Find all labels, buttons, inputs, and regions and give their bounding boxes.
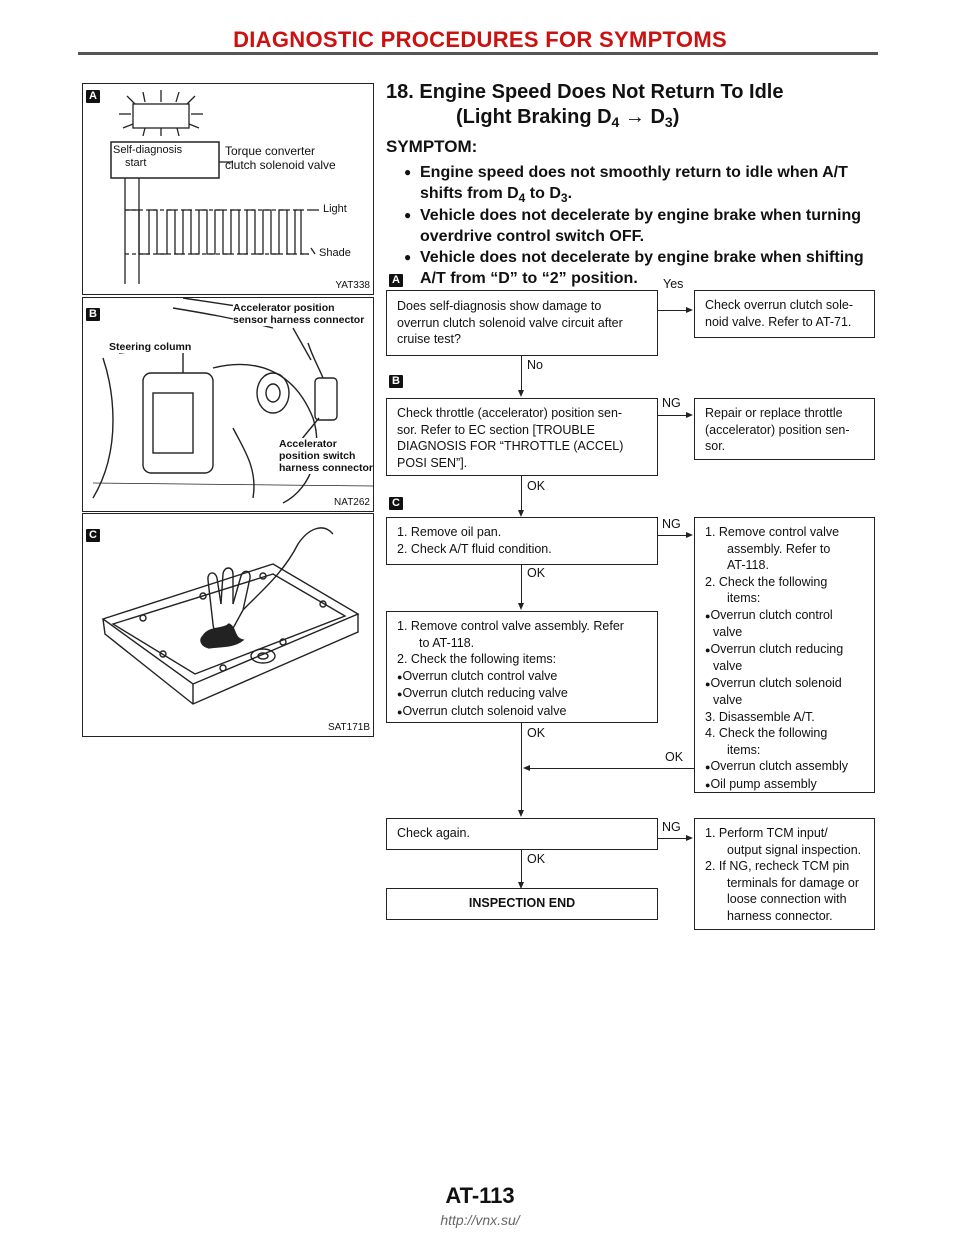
figure-b-label-apsw-3: harness connector (279, 462, 373, 474)
figure-a-code: YAT338 (335, 280, 370, 291)
flow-res3-line6: 3. Disassemble A/T. (705, 709, 815, 724)
section-title-line1: Engine Speed Does Not Return To Idle (419, 81, 784, 103)
flow-step-inspection-end (386, 888, 658, 920)
bullet-dot-icon: ● (705, 678, 711, 689)
bullet-dot-icon: ● (397, 671, 403, 682)
bullet-dot-icon: ● (705, 762, 711, 772)
flow-connector (521, 850, 522, 884)
flow-res3-item2a: Overrun clutch reducing (710, 641, 844, 656)
flow-res3-line8: items: (727, 742, 761, 757)
bullet-dot-icon: ● (397, 706, 403, 717)
flow-label-no: No (527, 358, 543, 372)
flow-box2-line2: sor. Refer to EC section [TROUBLE (397, 422, 595, 437)
figure-c-marker: C (86, 529, 100, 542)
section-title (386, 80, 906, 135)
flow-box4-line3: 2. Check the following items: (397, 652, 557, 666)
figure-b-marker: B (86, 308, 100, 321)
figure-b-label-aps-1: Accelerator position (233, 302, 335, 314)
section-title-line2-pre: (Light Braking D (456, 106, 612, 128)
flow-box1-line1: Does self-diagnosis show damage to (397, 299, 602, 313)
figure-b-label-apsw-2: position switch (279, 450, 356, 462)
flow-res4-line3: 2. If NG, recheck TCM pin (705, 859, 850, 873)
bullet-dot-icon: ● (705, 779, 711, 790)
section-title-line2-mid: D (644, 106, 665, 128)
flow-connector (521, 723, 522, 812)
flow-res4-line5: loose connection with (727, 892, 847, 906)
flow-arrow-right-icon (686, 835, 693, 841)
flow-box5-line1: Check again. (397, 826, 470, 840)
flow-connector (658, 310, 686, 311)
footer-link[interactable]: http://vnx.su/ (440, 1212, 520, 1228)
figure-a-label-start: start (125, 157, 147, 169)
flow-label-ng: NG (662, 517, 681, 531)
bullet-dot-icon: ● (404, 250, 412, 264)
flow-res4-line6: harness connector. (727, 908, 833, 923)
bullet-dot-icon: ● (705, 644, 711, 655)
flow-res4-line4: terminals for damage or (727, 875, 860, 890)
figure-b-code: NAT262 (334, 497, 370, 508)
flow-connector (521, 565, 522, 605)
flow-arrow-right-icon (686, 307, 693, 313)
flow-label-ok: OK (527, 566, 546, 580)
figure-a-drawing (83, 84, 373, 294)
symptom-bullet-3-line1: Vehicle does not decelerate by engine brake when shifting (420, 249, 864, 266)
flow-result-control-valve (694, 517, 875, 793)
symptom-bullet-1-line2-mid: to D (525, 185, 561, 202)
flow-res3-item1b: valve (713, 625, 743, 639)
flow-res3-item1a: Overrun clutch control (710, 607, 833, 622)
symptom-bullet-1-sub-a: 4 (518, 191, 526, 205)
flow-label-ok-return: OK (665, 750, 684, 764)
flow-connector (658, 535, 686, 536)
flow-arrow-right-icon (686, 412, 693, 418)
flow-result-repair-throttle (694, 398, 875, 460)
figure-b (82, 297, 374, 512)
flow-res3-item2b: valve (713, 659, 743, 673)
flow-box6-line1: INSPECTION END (468, 896, 576, 910)
figure-b-label-steering: Steering column (109, 341, 192, 353)
flow-res2-line2: (accelerator) position sen- (705, 422, 850, 437)
flow-result-overrun-solenoid (694, 290, 875, 338)
symptom-bullet-1-line2-post: . (567, 185, 573, 202)
section-title-line2-post: ) (672, 106, 680, 128)
figure-a-marker: A (86, 90, 100, 103)
flow-res4-line1: 1. Perform TCM input/ (705, 826, 828, 840)
flow-res3-item3a: Overrun clutch solenoid (710, 675, 842, 690)
flow-res2-line1: Repair or replace throttle (705, 406, 843, 420)
flow-label-ok: OK (527, 479, 546, 493)
symptom-bullet-1-line1: Engine speed does not smoothly return to idle when A/T (420, 164, 848, 181)
flow-res3-line5: items: (727, 591, 761, 605)
flow-res3-line2: assembly. Refer to (727, 541, 831, 556)
section-title-arrow: → (624, 106, 645, 128)
flow-label-ok: OK (527, 852, 546, 866)
section-number: 18. (386, 81, 414, 103)
flow-connector (521, 356, 522, 392)
flow-res2-line3: sor. (705, 439, 726, 453)
flow-res3-item5: Oil pump assembly (710, 776, 817, 791)
figure-c-code: SAT171B (327, 722, 370, 733)
flow-arrow-right-icon (686, 532, 693, 538)
bullet-dot-icon: ● (705, 610, 711, 621)
flow-res1-line2: noid valve. Refer to AT-71. (705, 314, 852, 329)
section-title-sub-3: 3 (664, 114, 673, 130)
symptom-bullet-2-line2: overdrive control switch OFF. (420, 228, 645, 245)
bullet-dot-icon: ● (397, 689, 403, 699)
bullet-dot-icon: ● (404, 165, 412, 179)
figure-b-label-apsw-1: Accelerator (279, 438, 337, 450)
symptom-bullet-3-line2: A/T from “D” to “2” position. (420, 270, 638, 287)
flow-step-check-again (386, 818, 658, 850)
flow-marker-c: C (389, 497, 403, 510)
figure-a-label-self-diag: Self-diagnosis (113, 144, 183, 156)
flow-res1-line1: Check overrun clutch sole- (705, 298, 853, 312)
flow-step-oil-pan (386, 517, 658, 565)
flow-res3-item4: Overrun clutch assembly (710, 759, 848, 773)
flow-connector (521, 476, 522, 512)
page-number: AT-113 (445, 1183, 515, 1208)
figure-a-label-torque: Torque converter (225, 144, 316, 158)
flow-label-ng: NG (662, 396, 681, 410)
flow-connector (530, 768, 694, 769)
symptom-bullet-1-sub-b: 3 (560, 191, 568, 205)
symptom-heading: SYMPTOM: (386, 137, 478, 156)
flow-arrow-down-icon (518, 810, 524, 817)
flow-box1-line3: cruise test? (397, 332, 461, 346)
flow-label-ng: NG (662, 820, 681, 834)
flow-res4-line2: output signal inspection. (727, 842, 862, 857)
flow-res3-line1: 1. Remove control valve (705, 525, 840, 539)
flow-arrow-down-icon (518, 510, 524, 517)
flow-label-ok: OK (527, 726, 546, 740)
symptom-bullet-1-line2-pre: shifts from D (420, 185, 519, 202)
flow-box4-item3: Overrun clutch solenoid valve (402, 703, 567, 718)
flow-connector (658, 838, 686, 839)
flow-box4-line1: 1. Remove control valve assembly. Refer (397, 619, 624, 633)
flow-box3-line1: 1. Remove oil pan. (397, 525, 502, 539)
figure-a-label-light: Light (323, 203, 347, 215)
flow-box1-line2: overrun clutch solenoid valve circuit after (397, 315, 623, 330)
symptom-bullet-2 (404, 205, 890, 247)
figure-b-drawing (83, 298, 373, 511)
section-title-sub-4: 4 (611, 114, 620, 130)
flow-res3-line3: AT-118. (727, 558, 769, 572)
flow-box2-line1: Check throttle (accelerator) position sen- (397, 406, 623, 420)
symptom-bullet-3 (404, 247, 890, 289)
flow-step-control-valve-check (386, 611, 658, 723)
figure-c-drawing (83, 514, 373, 736)
flow-box2-line4: POSI SEN”]. (397, 455, 468, 470)
flow-step-throttle-sensor (386, 398, 658, 476)
flow-result-tcm-inspection (694, 818, 875, 930)
flow-arrow-down-icon (518, 603, 524, 610)
flow-marker-a: A (389, 274, 403, 287)
flow-res3-line7: 4. Check the following (705, 726, 828, 740)
flow-box4-item1: Overrun clutch control valve (402, 668, 558, 683)
flow-box4-line2: to AT-118. (419, 635, 475, 650)
header-rule (78, 52, 878, 55)
flow-res3-line4: 2. Check the following (705, 574, 828, 589)
flow-label-yes: Yes (663, 277, 684, 291)
symptom-bullet-1 (404, 162, 890, 209)
flow-box4-item2: Overrun clutch reducing valve (402, 686, 568, 700)
flow-res3-item3b: valve (713, 693, 743, 707)
symptom-bullet-2-line1: Vehicle does not decelerate by engine brake when turning (420, 207, 862, 224)
figure-a-label-shade: Shade (319, 247, 351, 259)
flow-box2-line3: DIAGNOSIS FOR “THROTTLE (ACCEL) (397, 439, 624, 453)
figure-a-label-clutch: clutch solenoid valve (225, 158, 336, 172)
flow-marker-b: B (389, 375, 403, 388)
flow-step-self-diagnosis (386, 290, 658, 356)
flow-arrow-left-icon (523, 765, 530, 771)
figure-c (82, 513, 374, 737)
flow-box3-line2: 2. Check A/T fluid condition. (397, 541, 552, 556)
figure-a (82, 83, 374, 295)
flow-connector (658, 415, 686, 416)
flow-arrow-down-icon (518, 390, 524, 397)
figure-b-label-aps-2: sensor harness connector (233, 314, 365, 326)
bullet-dot-icon: ● (404, 208, 412, 222)
page-header-title: DIAGNOSTIC PROCEDURES FOR SYMPTOMS (233, 27, 727, 52)
